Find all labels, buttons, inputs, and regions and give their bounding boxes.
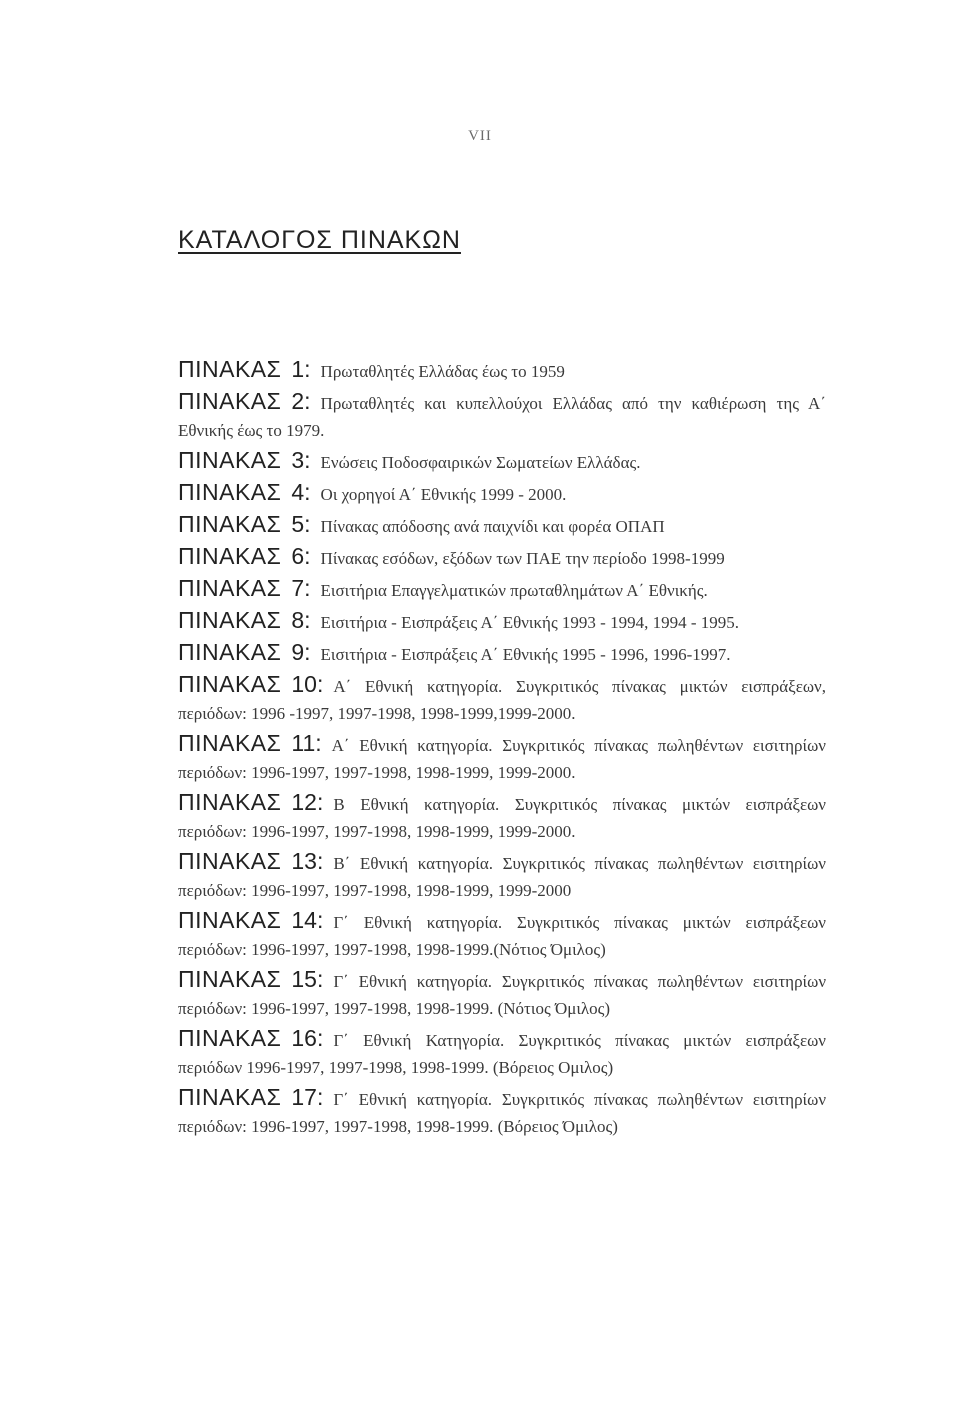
list-item xyxy=(178,543,826,572)
entry-text: Γ΄ Εθνική κατηγορία. Συγκριτικός πίνακας πωληθέντων εισιτηρίων περιόδων: 1996-1997, 1997-1998, 1998-1999. (Βόρειος Όμιλος) xyxy=(178,1090,826,1136)
entry-number: 8: xyxy=(291,607,311,633)
entry-label: ΠΙΝΑΚΑΣ xyxy=(178,1084,282,1110)
list-item xyxy=(178,388,826,444)
list-item xyxy=(178,607,826,636)
entry-number: 3: xyxy=(291,447,311,473)
list-item xyxy=(178,671,826,727)
list-item xyxy=(178,789,826,845)
list-item xyxy=(178,447,826,476)
list-item xyxy=(178,639,826,668)
list-item xyxy=(178,575,826,604)
list-item xyxy=(178,907,826,963)
entry-label: ΠΙΝΑΚΑΣ xyxy=(178,356,282,382)
list-item xyxy=(178,511,826,540)
entry-number: 15: xyxy=(291,966,324,992)
page-title: ΚΑΤΑΛΟΓΟΣ ΠΙΝΑΚΩΝ xyxy=(178,226,461,254)
list-item xyxy=(178,1084,826,1140)
entry-number: 12: xyxy=(291,789,324,815)
list-item xyxy=(178,848,826,904)
entry-label: ΠΙΝΑΚΑΣ xyxy=(178,479,282,505)
list-item xyxy=(178,1025,826,1081)
entry-label: ΠΙΝΑΚΑΣ xyxy=(178,1025,282,1051)
entry-text: Οι χορηγοί Α΄ Εθνικής 1999 - 2000. xyxy=(320,485,567,504)
entry-text: Ενώσεις Ποδοσφαιρικών Σωματείων Ελλάδας. xyxy=(320,453,641,472)
entry-number: 13: xyxy=(291,848,324,874)
entry-label: ΠΙΝΑΚΑΣ xyxy=(178,575,282,601)
entry-text: Γ΄ Εθνική Κατηγορία. Συγκριτικός πίνακας μικτών εισπράξεων περιόδων 1996-1997, 1997-1998, 1998-1999. (Βόρειος Ομιλος) xyxy=(178,1031,826,1077)
entry-label: ΠΙΝΑΚΑΣ xyxy=(178,848,282,874)
entry-number: 6: xyxy=(291,543,311,569)
entry-label: ΠΙΝΑΚΑΣ xyxy=(178,671,282,697)
entry-label: ΠΙΝΑΚΑΣ xyxy=(178,730,282,756)
entry-number: 5: xyxy=(291,511,311,537)
entry-number: 4: xyxy=(291,479,311,505)
entry-number: 2: xyxy=(291,388,311,414)
entry-number: 7: xyxy=(291,575,311,601)
entry-text: Πρωταθλητές Ελλάδας έως το 1959 xyxy=(320,362,565,381)
list-item xyxy=(178,479,826,508)
entry-text: Α΄ Εθνική κατηγορία. Συγκριτικός πίνακας μικτών εισπράξεων, περιόδων: 1996 -1997, 1997-1998, 1998-1999,1999-2000. xyxy=(178,677,826,723)
entry-label: ΠΙΝΑΚΑΣ xyxy=(178,511,282,537)
entry-number: 9: xyxy=(291,639,311,665)
entry-number: 14: xyxy=(291,907,324,933)
list-item xyxy=(178,730,826,786)
entry-text: Β΄ Εθνική κατηγορία. Συγκριτικός πίνακας πωληθέντων εισιτηρίων περιόδων: 1996-1997, 1997-1998, 1998-1999, 1999-2000 xyxy=(178,854,826,900)
entry-text: Α΄ Εθνική κατηγορία. Συγκριτικός πίνακας πωληθέντων εισιτηρίων περιόδων: 1996-1997, 1997-1998, 1998-1999, 1999-2000. xyxy=(178,736,826,782)
entry-text: Εισιτήρια Επαγγελματικών πρωταθλημάτων Α΄ Εθνικής. xyxy=(320,581,708,600)
entry-text: Γ΄ Εθνική κατηγορία. Συγκριτικός πίνακας μικτών εισπράξεων περιόδων: 1996-1997, 1997-1998, 1998-1999.(Νότιος Όμιλος) xyxy=(178,913,826,959)
entry-number: 16: xyxy=(291,1025,324,1051)
page-number: VII xyxy=(468,128,492,144)
list-item xyxy=(178,356,826,385)
entry-text: Εισιτήρια - Εισπράξεις Α΄ Εθνικής 1993 - 1994, 1994 - 1995. xyxy=(320,613,740,632)
entry-label: ΠΙΝΑΚΑΣ xyxy=(178,907,282,933)
entry-label: ΠΙΝΑΚΑΣ xyxy=(178,639,282,665)
entry-label: ΠΙΝΑΚΑΣ xyxy=(178,789,282,815)
table-of-tables xyxy=(178,356,826,1143)
entry-text: Εισιτήρια - Εισπράξεις Α΄ Εθνικής 1995 - 1996, 1996-1997. xyxy=(320,645,731,664)
entry-text: Γ΄ Εθνική κατηγορία. Συγκριτικός πίνακας πωληθέντων εισιτηρίων περιόδων: 1996-1997, 1997-1998, 1998-1999. (Νότιος Όμιλος) xyxy=(178,972,826,1018)
entry-label: ΠΙΝΑΚΑΣ xyxy=(178,543,282,569)
entry-text: Πρωταθλητές και κυπελλούχοι Ελλάδας από την καθιέρωση της Α΄ Εθνικής έως το 1979. xyxy=(178,394,826,440)
entry-number: 1: xyxy=(291,356,311,382)
entry-text: Πίνακας εσόδων, εξόδων των ΠΑΕ την περίοδο 1998-1999 xyxy=(320,549,725,568)
entry-label: ΠΙΝΑΚΑΣ xyxy=(178,447,282,473)
entry-number: 10: xyxy=(291,671,324,697)
entry-text: Β Εθνική κατηγορία. Συγκριτικός πίνακας μικτών εισπράξεων περιόδων: 1996-1997, 1997-1998, 1998-1999, 1999-2000. xyxy=(178,795,826,841)
entry-number: 11: xyxy=(291,730,322,756)
list-item xyxy=(178,966,826,1022)
entry-label: ΠΙΝΑΚΑΣ xyxy=(178,607,282,633)
entry-text: Πίνακας απόδοσης ανά παιχνίδι και φορέα ΟΠΑΠ xyxy=(320,517,665,536)
entry-label: ΠΙΝΑΚΑΣ xyxy=(178,388,282,414)
entry-label: ΠΙΝΑΚΑΣ xyxy=(178,966,282,992)
entry-number: 17: xyxy=(291,1084,324,1110)
